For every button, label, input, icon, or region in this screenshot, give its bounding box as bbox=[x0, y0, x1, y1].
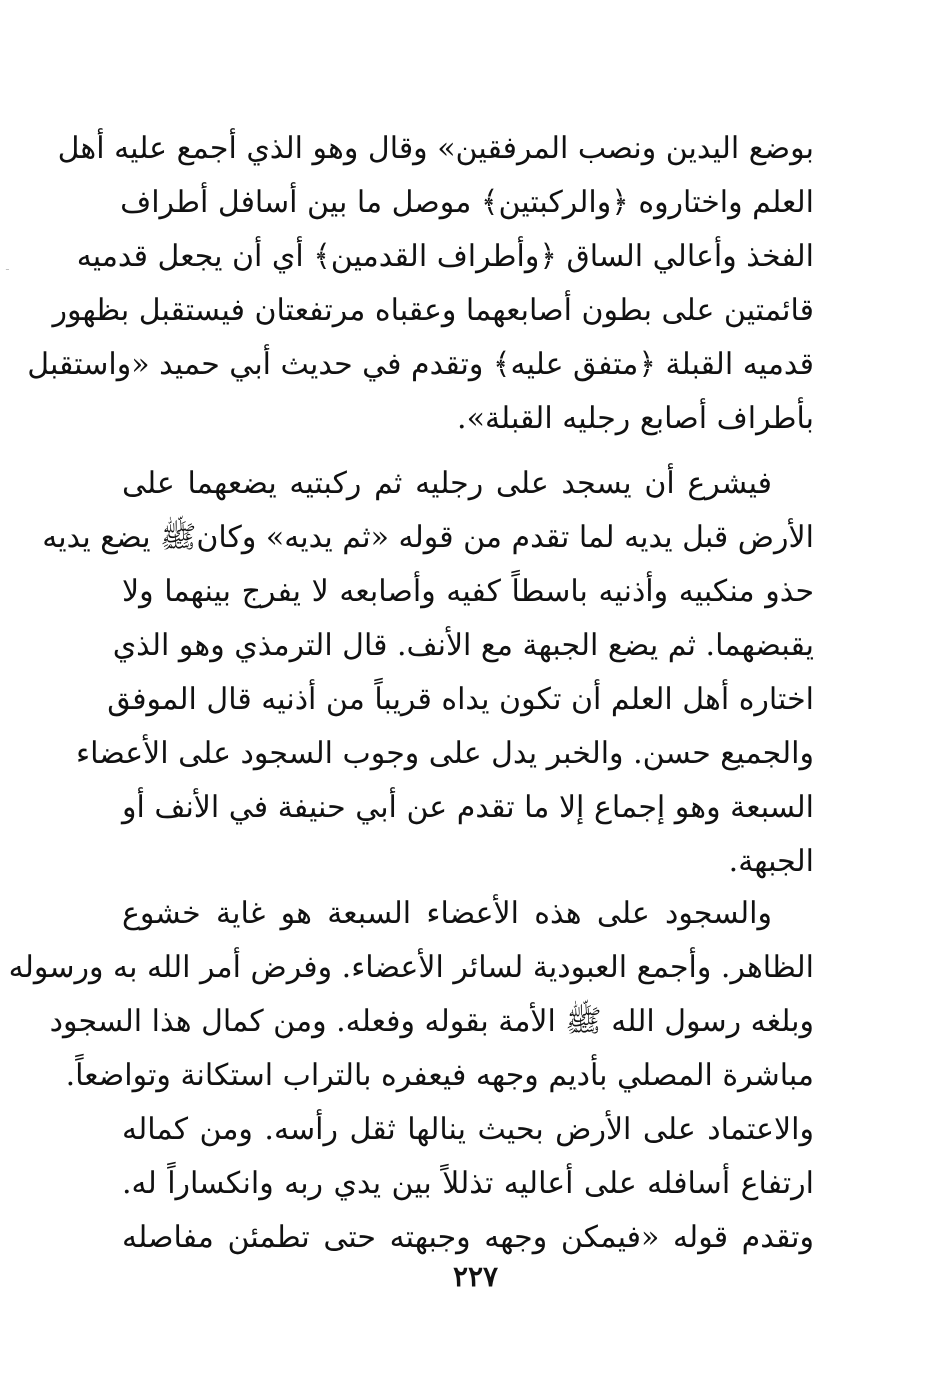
text-line: الأرض قبل يديه لما تقدم من قوله «ثم يديه» وكانﷺ يضع يديه bbox=[42, 520, 814, 555]
text-line: الظاهر. وأجمع العبودية لسائر الأعضاء. وفرض أمر الله به ورسوله bbox=[8, 950, 814, 985]
text-line: وبلغه رسول الله ﷺ الأمة بقوله وفعله. ومن كمال هذا السجود bbox=[49, 1004, 814, 1039]
paragraph-1 bbox=[27, 122, 814, 446]
margin-mark: ـ bbox=[6, 262, 9, 273]
text-line: الفخذ وأعالي الساق ﴿وأطراف القدمين﴾ أي أن يجعل قدميه bbox=[76, 239, 814, 274]
text-line: يقبضهما. ثم يضع الجبهة مع الأنف. قال الترمذي وهو الذي bbox=[112, 628, 814, 663]
text-line: وتقدم قوله «فيمكن وجهه وجبهته حتى تطمئن مفاصله bbox=[122, 1220, 814, 1255]
text-line: اختاره أهل العلم أن تكون يداه قريباً من أذنيه قال الموفق bbox=[107, 682, 814, 717]
text-line: حذو منكبيه وأذنيه باسطاً كفيه وأصابعه لا يفرج بينهما ولا bbox=[122, 574, 814, 609]
text-line: الجبهة. bbox=[728, 844, 814, 879]
paragraph-3 bbox=[8, 887, 814, 1265]
text-line: بأطراف أصابع رجليه القبلة». bbox=[457, 401, 814, 436]
text-line: فيشرع أن يسجد على رجليه ثم ركبتيه يضعهما على bbox=[122, 466, 772, 501]
page-number: ٢٢٧ bbox=[452, 1260, 499, 1293]
text-line: والسجود على هذه الأعضاء السبعة هو غاية خشوع bbox=[122, 896, 772, 931]
text-line: والاعتماد على الأرض بحيث ينالها ثقل رأسه. ومن كماله bbox=[122, 1112, 814, 1147]
text-line: العلم واختاروه ﴿والركبتين﴾ موصل ما بين أسافل أطراف bbox=[120, 185, 814, 220]
text-line: السبعة وهو إجماع إلا ما تقدم عن أبي حنيفة في الأنف أو bbox=[122, 790, 814, 825]
text-line: قدميه القبلة ﴿متفق عليه﴾ وتقدم في حديث أبي حميد «واستقبل bbox=[27, 347, 814, 382]
text-line: مباشرة المصلي بأديم وجهه فيعفره بالتراب استكانة وتواضعاً. bbox=[65, 1058, 814, 1093]
paragraph-2 bbox=[42, 457, 814, 889]
text-line: قائمتين على بطون أصابعهما وعقباه مرتفعتان فيستقبل بظهور bbox=[52, 293, 814, 328]
text-line: بوضع اليدين ونصب المرفقين» وقال وهو الذي أجمع عليه أهل bbox=[57, 131, 814, 166]
text-line: ارتفاع أسافله على أعاليه تذللاً بين يدي ربه وانكساراً له. bbox=[122, 1166, 814, 1201]
text-line: والجميع حسن. والخبر يدل على وجوب السجود على الأعضاء bbox=[75, 736, 814, 771]
